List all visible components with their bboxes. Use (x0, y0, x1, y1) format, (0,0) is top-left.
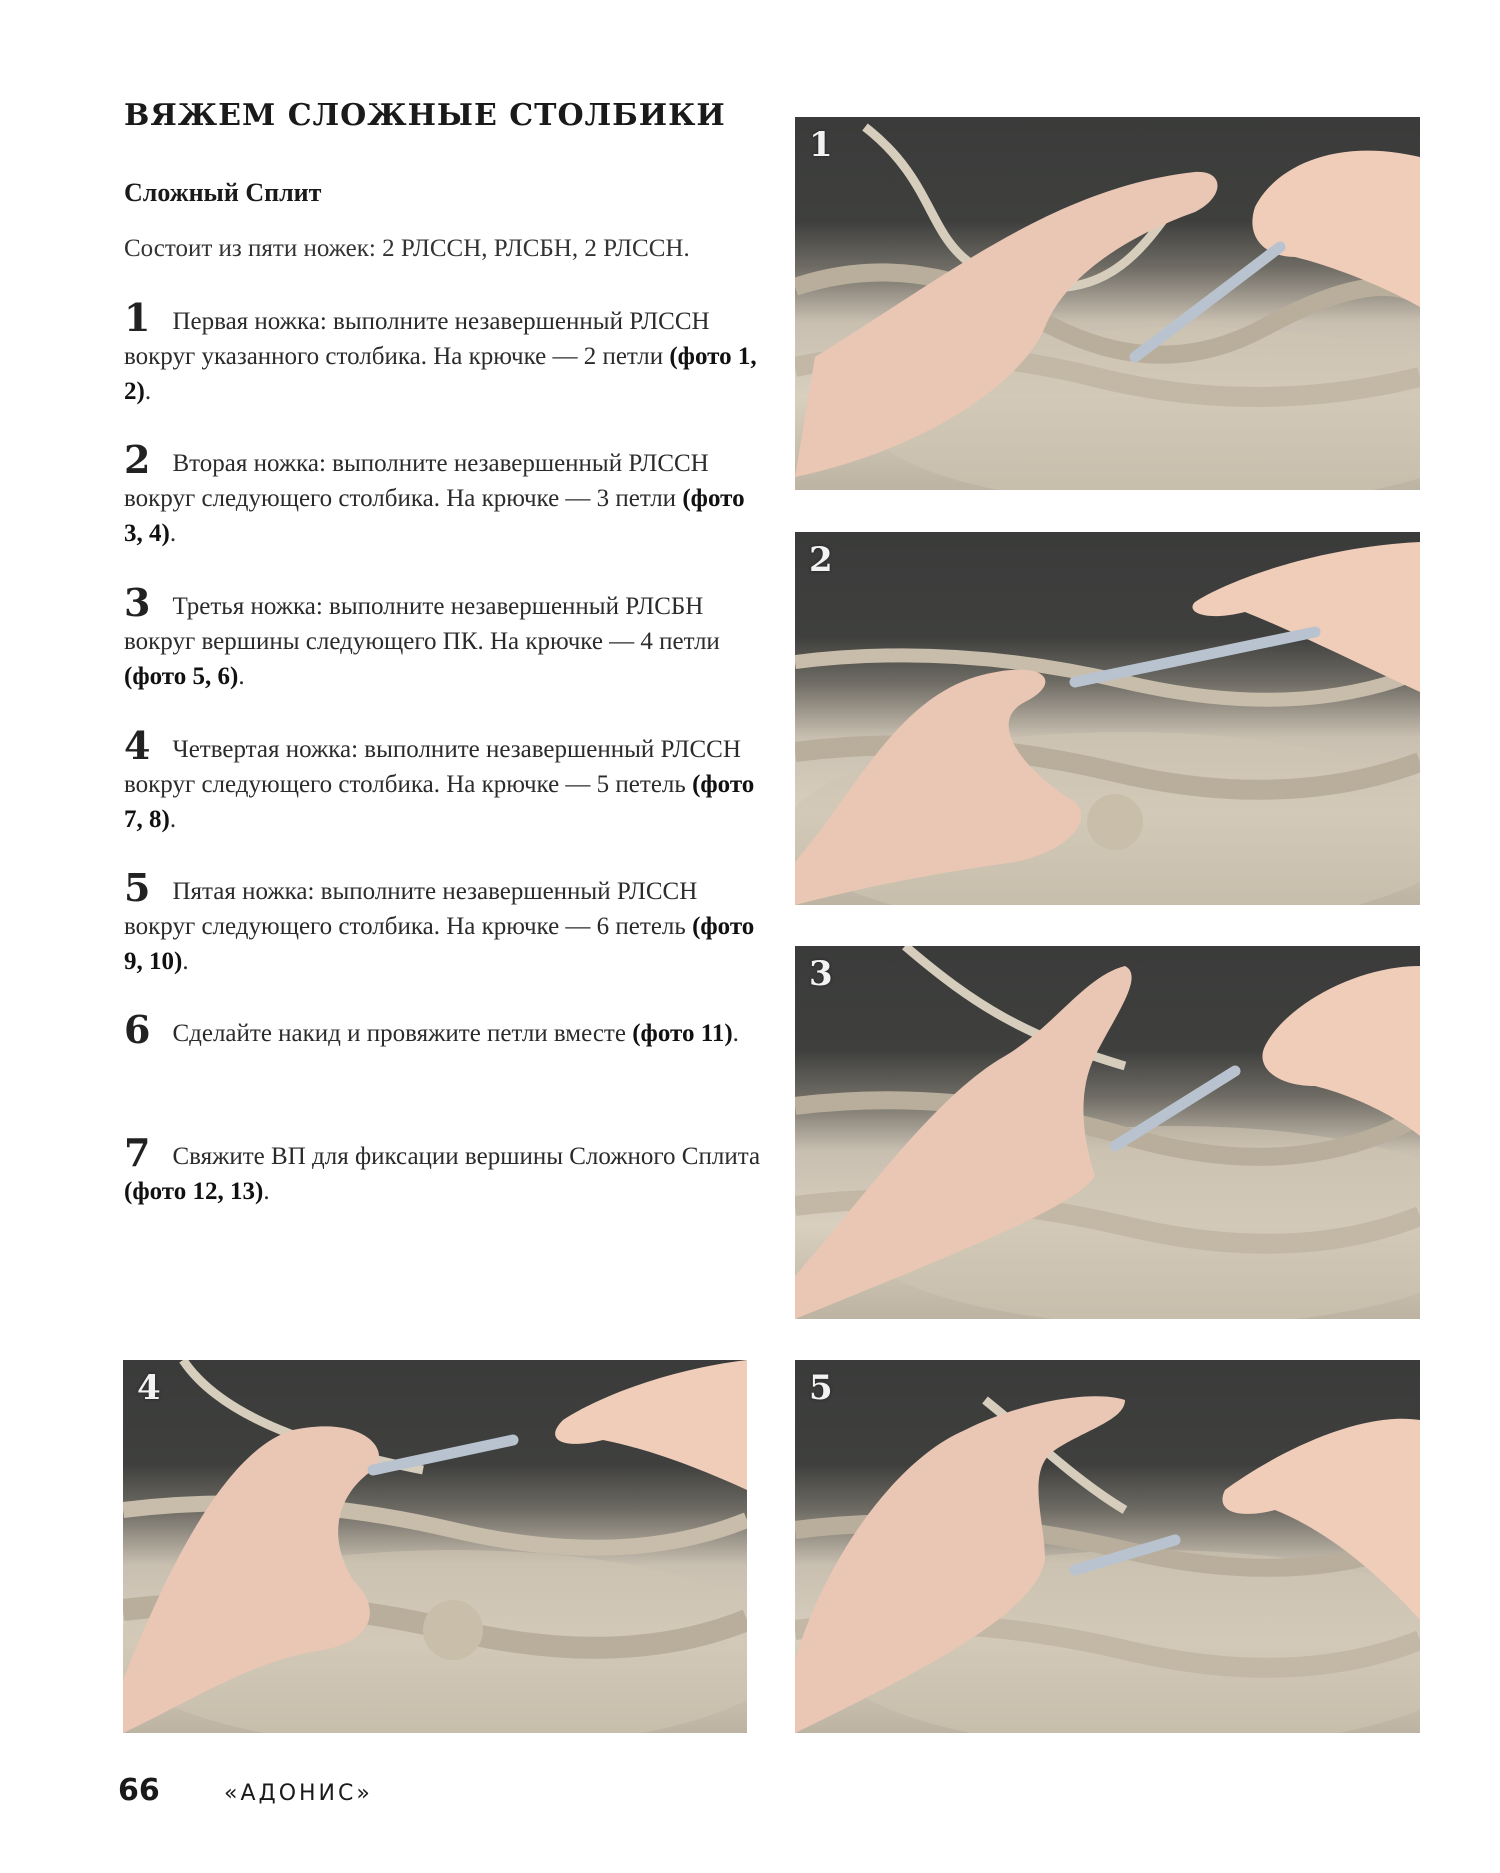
step-number: 6 (124, 1007, 151, 1052)
step-text: Третья ножка: выполните незавершенный РЛСБН вокруг вершины следующего ПК. На крючке — 4 петли (124, 593, 720, 655)
step-number: 3 (124, 580, 151, 625)
step-end: . (263, 1178, 270, 1205)
step-end: . (169, 806, 177, 833)
crochet-photo-image (795, 946, 1420, 1319)
photo-1 (795, 117, 1420, 490)
step-text: Пятая ножка: выполните незавершенный РЛССН вокруг следующего столбика. На крючке — 6 петель (124, 878, 698, 940)
publisher-name: «АДОНИС» (224, 1781, 373, 1806)
photo-number: 5 (809, 1368, 833, 1408)
step-1 (124, 295, 764, 409)
step-number: 1 (124, 295, 151, 340)
step-photo-ref: (фото 1, 2) (124, 343, 757, 405)
photo-4 (123, 1360, 747, 1733)
step-photo-ref: (фото 11) (632, 1020, 733, 1047)
page-title: ВЯЖЕМ СЛОЖНЫЕ СТОЛБИКИ (124, 98, 726, 133)
step-end: . (182, 948, 189, 975)
step-5 (124, 865, 764, 979)
step-end: . (144, 378, 152, 405)
photo-number: 4 (137, 1368, 161, 1408)
step-end: . (169, 520, 177, 547)
crochet-photo-image (795, 117, 1420, 490)
step-photo-ref: (фото 7, 8) (124, 771, 755, 833)
crochet-photo-image (795, 532, 1420, 905)
step-photo-ref: (фото 3, 4) (124, 485, 745, 547)
page-number: 66 (118, 1773, 160, 1808)
photo-number: 3 (809, 954, 833, 994)
step-photo-ref: (фото 12, 13) (124, 1178, 264, 1205)
step-photo-ref: (фото 5, 6) (124, 663, 239, 690)
step-text: Вторая ножка: выполните незавершенный РЛССН вокруг следующего столбика. На крючке — 3 петли (124, 450, 709, 512)
photo-3 (795, 946, 1420, 1319)
step-number: 2 (124, 437, 151, 482)
crochet-photo-image (123, 1360, 747, 1733)
crochet-photo-image (795, 1360, 1420, 1733)
step-end: . (732, 1020, 739, 1047)
step-text: Первая ножка: выполните незавершенный РЛССН вокруг указанного столбика. На крючке — 2 петли (124, 308, 710, 370)
photo-2 (795, 532, 1420, 905)
step-number: 7 (124, 1130, 151, 1175)
intro-text: Состоит из пяти ножек: 2 РЛССН, РЛСБН, 2 РЛССН. (124, 235, 690, 262)
section-subtitle: Сложный Сплит (124, 178, 322, 207)
step-6 (124, 1007, 764, 1052)
step-text: Четвертая ножка: выполните незавершенный РЛССН вокруг следующего столбика. На крючке — 5 петель (124, 736, 741, 798)
photo-number: 2 (809, 540, 833, 580)
step-end: . (238, 663, 245, 690)
step-number: 4 (124, 723, 151, 768)
step-2 (124, 437, 764, 551)
step-number: 5 (124, 865, 151, 910)
photo-number: 1 (809, 125, 833, 165)
photo-5 (795, 1360, 1420, 1733)
step-7 (124, 1130, 764, 1209)
step-3 (124, 580, 764, 694)
step-text: Свяжите ВП для фиксации вершины Сложного Сплита (172, 1143, 761, 1170)
step-text: Сделайте накид и провяжите петли вместе (172, 1020, 626, 1047)
step-photo-ref: (фото 9, 10) (124, 913, 755, 975)
step-4 (124, 723, 764, 837)
